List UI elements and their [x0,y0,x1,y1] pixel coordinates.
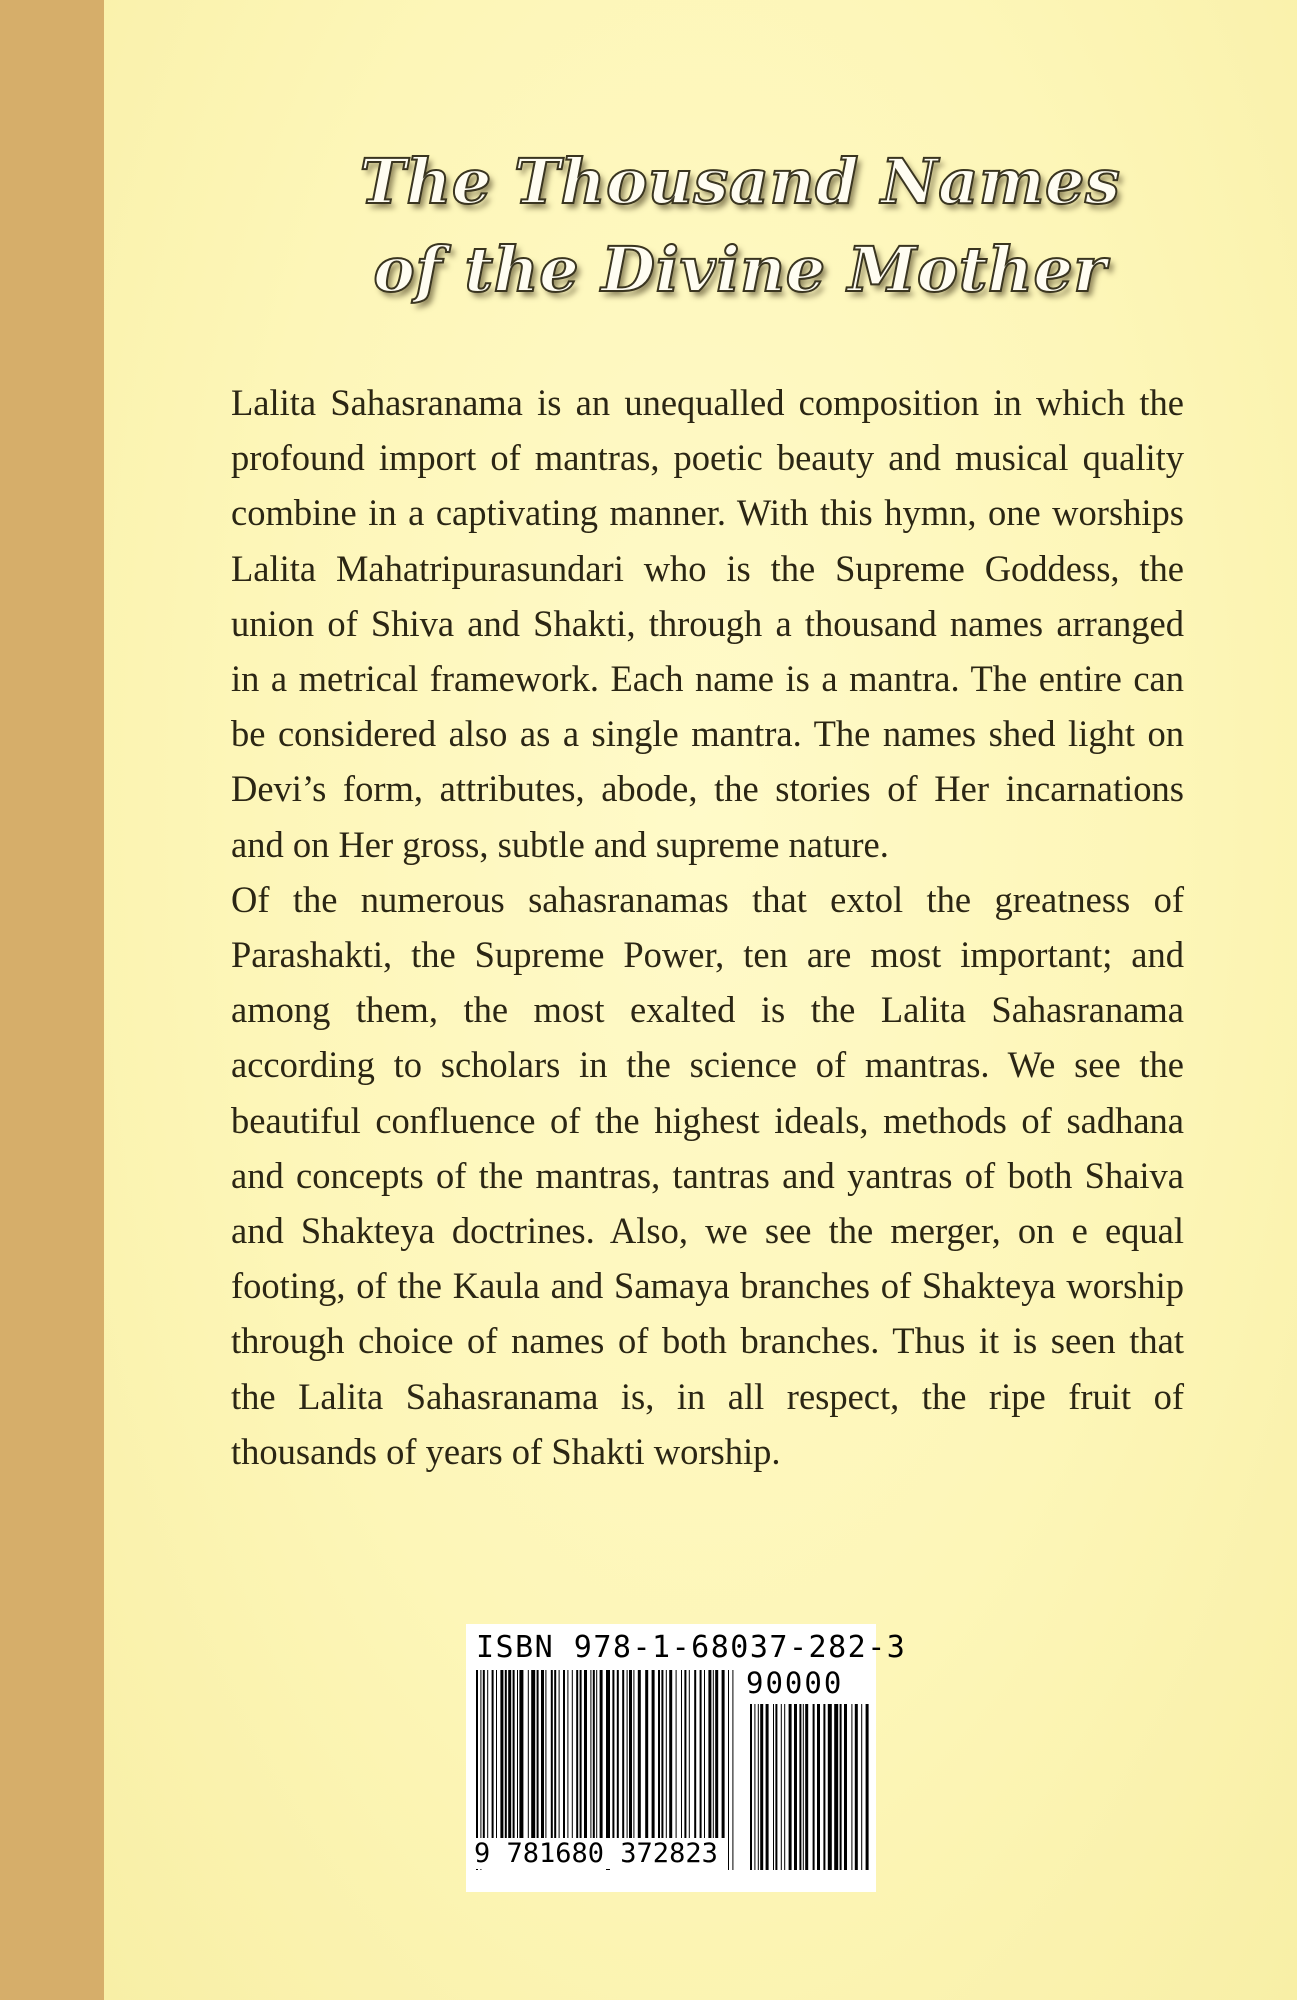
barcode-bar [567,1670,568,1838]
barcode-bar [617,1670,619,1838]
barcode-bar [559,1670,560,1838]
barcode-bar [775,1704,777,1870]
barcode-bar [784,1704,785,1870]
barcode-bar [513,1670,515,1838]
barcode-bar [766,1704,769,1870]
barcode-bar [781,1704,782,1870]
barcode-bar [760,1704,763,1870]
barcode-bar [500,1670,503,1838]
barcode-bar [487,1670,488,1838]
barcode-bar [773,1704,774,1870]
barcode-bar [531,1670,535,1838]
barcode-bar [828,1704,832,1870]
barcode-bar [584,1670,587,1838]
cover-title [290,138,1190,314]
barcode-bar [572,1670,573,1838]
barcode-bar [805,1704,808,1870]
barcode-bar [700,1670,702,1838]
barcode-bar [590,1670,591,1838]
book-spine [0,0,104,2000]
barcode-bar [505,1670,507,1838]
barcode-bar [563,1670,565,1838]
barcode-bar [694,1670,696,1838]
barcode-bar [689,1670,690,1838]
barcode-bar [669,1670,672,1838]
barcode-bar [541,1670,544,1838]
barcode-bar [789,1704,792,1870]
barcode-bar [799,1704,801,1870]
barcode-bar [704,1670,705,1838]
isbn-number: ISBN 978-1-68037-282-3 [476,1630,907,1665]
barcode-bar [537,1670,539,1838]
barcode-bar [629,1670,632,1838]
barcode-bar [551,1670,553,1838]
barcode-bar [722,1670,725,1838]
barcode-bar [715,1670,718,1838]
barcode-bar [750,1704,752,1870]
barcode-bar [851,1704,852,1870]
barcode-bar [580,1670,582,1838]
barcode-bar [681,1670,682,1838]
barcode-bar [508,1670,511,1838]
barcode-bar [633,1670,634,1838]
title-line-1: The Thousand Names [359,145,1121,218]
barcode-bar [658,1670,660,1838]
barcode-bar [823,1704,825,1870]
barcode-bar [794,1704,797,1870]
barcode-bar [492,1670,494,1838]
barcode-bar [638,1670,641,1838]
addon-bars [748,1704,870,1870]
price-code: 90000 [746,1666,844,1700]
barcode-bar [855,1704,858,1870]
barcode-bar [684,1670,686,1838]
barcode-bar [593,1670,595,1838]
blurb [231,375,1184,1479]
barcode-bar [758,1704,759,1870]
barcode-bar [496,1670,497,1838]
ean-digits: 9 781680 372823 [474,1838,718,1869]
barcode-bar [844,1704,847,1870]
barcode-bar [803,1704,804,1870]
barcode-bar [861,1704,862,1870]
barcode-bar [600,1670,603,1838]
barcode-bar [612,1670,614,1838]
barcode-bar [834,1704,838,1870]
barcode-bar [554,1670,556,1838]
blurb-paragraph-2: Of the numerous sahasranamas that extol the greatness of Parashakti, the Supreme Power, ten are most important; and among them, the most exalted is the Lalita Sahasranama according to scholars in the science of mantras. We see the beautiful confluence of the highest ideals, methods of sadhana and concepts of the mantras, tantras and yantras of both Shaiva and Shakteya doctrines. Also, we see the merger, on e equal footing, of the Kaula and Samaya branches of Shakteya worship through choice of names of both branches. Thus it is seen that the Lalita Sahasranama is, in all respect, the ripe fruit of thousands of years of Shakti worship. [231,878,1184,1472]
barcode-bar [866,1704,869,1870]
barcode-bar [483,1670,485,1838]
barcode-bar [732,1670,733,1870]
barcode-bar [813,1704,815,1870]
barcode-bar [666,1670,667,1838]
barcode-bar [596,1670,597,1838]
barcode-bar [519,1670,523,1838]
barcode-bar [528,1670,529,1838]
title-line-2: of the Divine Mother [373,233,1107,306]
barcode-bar [840,1704,842,1870]
barcode-bar [645,1670,648,1838]
barcode-bar [817,1704,820,1870]
barcode-bar [627,1670,628,1838]
barcode-bar [517,1670,518,1838]
barcode-bar [728,1670,729,1870]
barcode-bar [713,1670,714,1838]
barcode-bar [708,1670,711,1838]
isbn-barcode [466,1624,907,1892]
barcode-bar [652,1670,655,1838]
barcode-bar [661,1670,663,1838]
blurb-paragraph-1: Lalita Sahasranama is an unequalled composition in which the profound import of mantras, poetic beauty and musical quality combine in a captivating manner. With this hymn, one worships Lalita Mahatripurasundari who is the Supreme Goddess, the union of Shiva and Shakti, through a thousand names arranged in a metrical framework. Each name is a mantra. The entire can be considered also as a single mantra. The names shed light on Devi’s form, attributes, abode, the stories of Her incarnations and on Her gross, subtle and supreme nature. [231,382,1184,865]
barcode-bar [754,1704,755,1870]
barcode-bar [676,1670,677,1838]
barcode-bar [622,1670,624,1838]
barcode-bar [576,1670,578,1838]
barcode-bar [545,1670,546,1838]
